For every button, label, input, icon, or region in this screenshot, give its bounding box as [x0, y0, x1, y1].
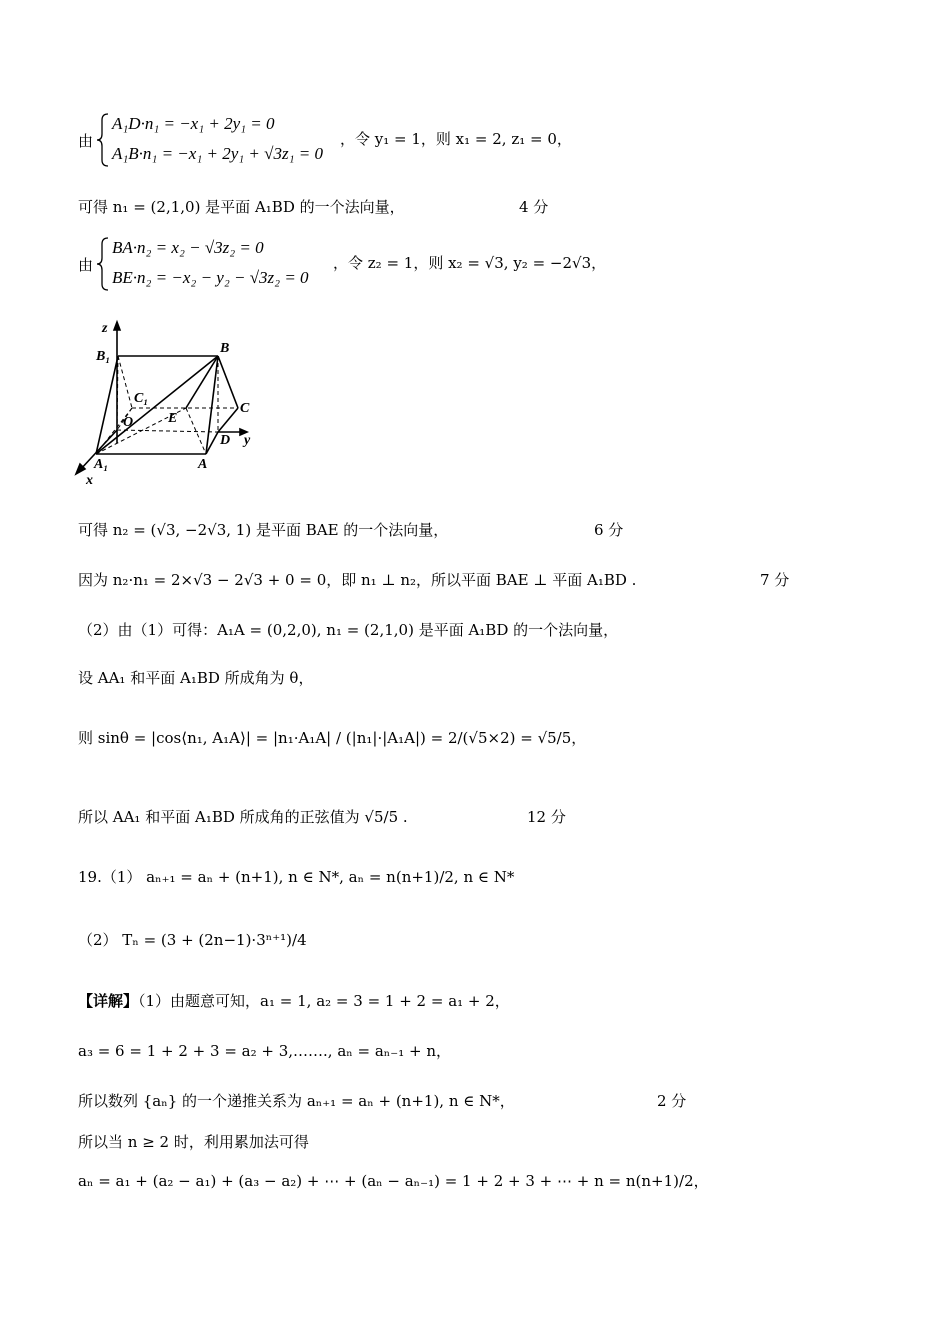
- detail-line-5: aₙ = a₁ + (a₂ − a₁) + (a₃ − a₂) + ⋯ + (aₙ − aₙ₋₁) = 1 + 2 + 3 + ⋯ + n = n(n+1)/2，: [78, 1172, 709, 1190]
- label-B: B: [220, 341, 230, 356]
- label-y: y: [244, 433, 251, 448]
- text-line-n2: 可得 n₂ = (√3, −2√3, 1) 是平面 BAE 的一个法向量，: [78, 521, 449, 539]
- label-z: z: [102, 321, 108, 336]
- label-C1: C₁: [134, 391, 149, 406]
- text-line-theta: 设 AA₁ 和平面 A₁BD 所成角为 θ，: [78, 669, 314, 687]
- lead-word: 由: [78, 256, 94, 274]
- label-B1: B₁: [96, 349, 111, 364]
- label-A1: A₁: [94, 457, 109, 472]
- q19-part1: 19.（1） aₙ₊₁ = aₙ + (n+1), n ∈ N*, aₙ = n(n+1)/2, n ∈ N*: [78, 868, 515, 886]
- score-label: 7 分: [760, 571, 790, 589]
- text-line-sin: 则 sinθ = |cos⟨n₁, A₁A⟩| = |n₁·A₁A| / (|n₁|·|A₁A|) = 2/(√5×2) = √5/5，: [78, 729, 587, 747]
- text-line-perp: 因为 n₂·n₁ = 2×√3 − 2√3 + 0 = 0，即 n₁ ⊥ n₂，所以平面 BAE ⊥ 平面 A₁BD .: [78, 571, 637, 589]
- equation-1: A₁D·n₁ = −x₁ + 2y₁ = 0: [112, 114, 275, 133]
- text-line-n1: 可得 n₁ = (2,1,0) 是平面 A₁BD 的一个法向量，: [78, 198, 405, 216]
- equation-note: ，令 y₁ = 1，则 x₁ = 2, z₁ = 0，: [340, 130, 572, 148]
- detail-line-4: 所以当 n ≥ 2 时，利用累加法可得: [78, 1133, 309, 1151]
- score-label: 12 分: [527, 808, 566, 826]
- equation-note: ，令 z₂ = 1，则 x₂ = √3, y₂ = −2√3，: [333, 254, 607, 272]
- score-label: 2 分: [657, 1092, 687, 1110]
- detail-label: 【详解】: [78, 992, 139, 1010]
- equation-2: A₁B·n₁ = −x₁ + 2y₁ + √3z₁ = 0: [112, 144, 323, 163]
- left-brace-icon: [96, 112, 110, 168]
- text-line-sine-result: 所以 AA₁ 和平面 A₁BD 所成角的正弦值为 √5/5 .: [78, 808, 408, 826]
- equation-system-1: [78, 112, 578, 172]
- left-brace-icon: [96, 236, 110, 292]
- label-E: E: [168, 411, 178, 426]
- label-C: C: [240, 401, 250, 416]
- prism-figure: [74, 318, 274, 488]
- lead-word: 由: [78, 132, 94, 150]
- label-O: O: [123, 415, 134, 430]
- label-A: A: [198, 457, 208, 472]
- detail-text: （1）由题意可知，a₁ = 1, a₂ = 3 = 1 + 2 = a₁ + 2，: [138, 992, 510, 1010]
- equation-2: BE·n₂ = −x₂ − y₂ − √3z₂ = 0: [112, 268, 309, 287]
- label-x: x: [86, 473, 93, 488]
- detail-line-3: 所以数列 {aₙ} 的一个递推关系为 aₙ₊₁ = aₙ + (n+1), n ∈ N*，: [78, 1092, 515, 1110]
- detail-line-2: a₃ = 6 = 1 + 2 + 3 = a₂ + 3,……., aₙ = aₙ₋₁ + n，: [78, 1042, 451, 1060]
- equation-1: BA·n₂ = x₂ − √3z₂ = 0: [112, 238, 264, 257]
- label-D: D: [220, 433, 231, 448]
- score-label: 6 分: [594, 521, 624, 539]
- text-line-part2: （2）由（1）可得：A₁A = (0,2,0), n₁ = (2,1,0) 是平面 A₁BD 的一个法向量，: [78, 621, 619, 639]
- score-label: 4 分: [519, 198, 549, 216]
- equation-system-2: [78, 236, 638, 296]
- detail-line-1: [78, 990, 510, 1011]
- q19-part2: （2） Tₙ = (3 + (2n−1)·3ⁿ⁺¹)/4: [78, 931, 307, 949]
